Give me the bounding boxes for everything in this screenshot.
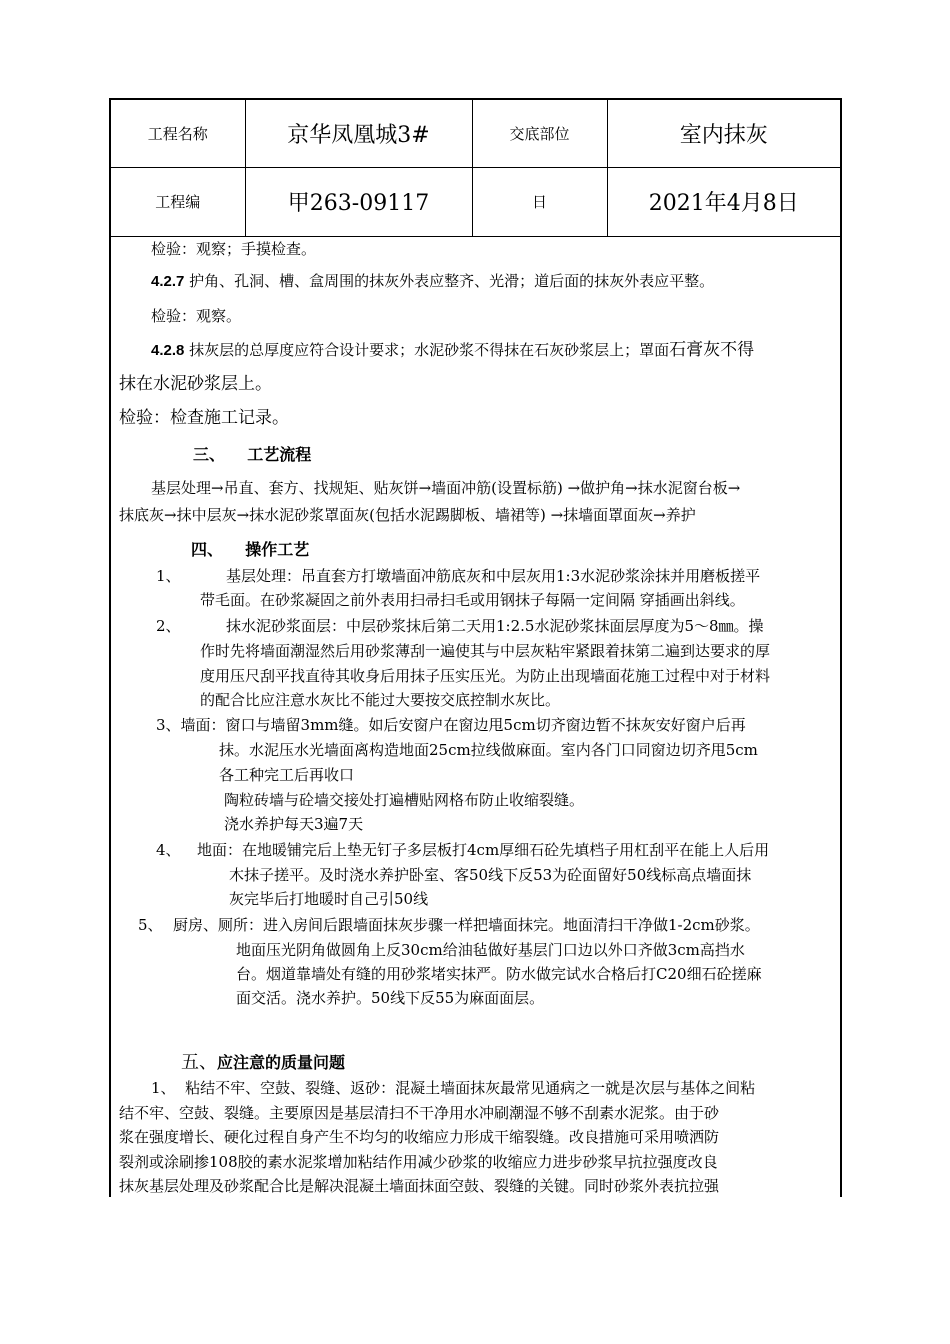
list-item: 台。烟道靠墙处有缝的用砂浆堵实抹严。防水做完试水合格后打C20细石砼搓麻 (236, 965, 762, 983)
document-frame (109, 98, 842, 1197)
list-item: 面交活。浇水养护。50线下反55为麻面面层。 (236, 989, 545, 1007)
date-label: 日 (472, 167, 607, 236)
section-number: 五、 (181, 1052, 217, 1073)
list-item: 浇水养护每天3遍7天 (224, 815, 364, 833)
body-line (151, 340, 754, 361)
paragraph-line: 抹灰基层处理及砂浆配合比是解决混凝土墙面抹面空鼓、裂缝的关键。同时砂浆外表抗拉强 (119, 1177, 720, 1195)
list-number: 1、 (156, 567, 181, 585)
body-line (151, 271, 714, 292)
list-item: 带毛面。在砂浆凝固之前外表用扫帚扫毛或用钢抹子每隔一定间隔 穿插画出斜线。 (200, 591, 745, 609)
list-item: 的配合比应注意水灰比不能过大要按交底控制水灰比。 (200, 691, 561, 709)
body-line: 基层处理→吊直、套方、找规矩、贴灰饼→墙面冲筋(设置标筋) →做护角→抹水泥窗台板→ (151, 479, 741, 497)
list-number: 5、 (138, 916, 163, 934)
project-no-label: 工程编 (111, 167, 245, 236)
list-item: 3、墙面：窗口与墙留3mm缝。如后安窗户在窗边甩5cm切齐窗边暂不抹灰安好窗户后再 (156, 716, 746, 734)
section-heading (181, 1053, 345, 1073)
clause-text: 护角、孔洞、槽、盒周围的抹灰外表应整齐、光滑；道后面的抹灰外表应平整。 (189, 272, 715, 290)
list-item: 度用压尺刮平找直待其收身后用抹子压实压光。为防止出现墙面花施工过程中对于材料 (200, 667, 771, 685)
part-label: 交底部位 (472, 100, 607, 167)
project-name-value: 京华凤凰城3# (245, 100, 472, 167)
clause-number: 4.2.7 (151, 273, 185, 290)
body-line: 抹底灰→抹中层灰→抹水泥砂浆罩面灰(包括水泥踢脚板、墙裙等) →抹墙面罩面灰→养护 (119, 506, 696, 524)
clause-number: 4.2.8 (151, 342, 185, 359)
paragraph-line: 浆在强度增长、硬化过程自身产生不均匀的收缩应力形成干缩裂缝。改良措施可采用喷洒防 (119, 1128, 720, 1146)
list-item: 抹水泥砂浆面层：中层砂浆抹后第二天用1:2.5水泥砂浆抹面层厚度为5～8㎜。操 (226, 617, 764, 635)
project-no-value: 甲263-09117 (245, 167, 472, 236)
list-number: 4、 (156, 841, 181, 859)
paragraph-line: 结不牢、空鼓、裂缝。主要原因是基层清扫不干净用水冲刷潮湿不够不刮素水泥浆。由于砂 (119, 1104, 720, 1122)
body-line: 抹在水泥砂浆层上。 (119, 374, 272, 394)
body-line: 检验：观察；手摸检查。 (151, 240, 317, 258)
part-value: 室内抹灰 (607, 100, 840, 167)
clause-text: 抹灰层的总厚度应符合设计要求；水泥砂浆不得抹在石灰砂浆层上；罩面 (189, 341, 670, 359)
list-item: 抹。水泥压水光墙面离构造地面25cm拉线做麻面。室内各门口同窗边切齐甩5cm (219, 741, 758, 759)
clause-text: 石膏灰不得 (669, 340, 755, 360)
body-line: 检验：检查施工记录。 (119, 408, 289, 428)
list-item: 厨房、厕所：进入房间后跟墙面抹灰步骤一样把墙面抹完。地面清扫干净做1-2cm砂浆。 (173, 916, 760, 934)
list-item: 灰完毕后打地暖时自己引50线 (229, 890, 429, 908)
list-number: 2、 (156, 617, 181, 635)
section-heading: 四、 操作工艺 (191, 540, 310, 559)
list-item: 陶粒砖墙与砼墙交接处打遍槽贴网格布防止收缩裂缝。 (224, 791, 585, 809)
list-item: 基层处理：吊直套方打墩墙面冲筋底灰和中层灰用1:3水泥砂浆涂抹并用磨板搓平 (226, 567, 761, 585)
header-table (111, 100, 840, 237)
list-item: 各工种完工后再收口 (219, 766, 355, 784)
date-value: 2021年4月8日 (607, 167, 840, 236)
paragraph-line: 1、 粘结不牢、空鼓、裂缝、返砂：混凝土墙面抹灰最常见通病之一就是次层与基体之间粘 (151, 1079, 756, 1097)
project-name-label: 工程名称 (111, 100, 245, 167)
body-line: 检验：观察。 (151, 307, 242, 325)
section-heading: 三、 工艺流程 (193, 445, 312, 464)
paragraph-line: 裂剂或涂刷掺108胶的素水泥浆增加粘结作用减少砂浆的收缩应力进步砂浆早抗拉强度改良 (119, 1153, 718, 1171)
list-item: 地面压光阴角做圆角上反30cm给油毡做好基层门口边以外口齐做3cm高挡水 (236, 941, 745, 959)
list-item: 地面：在地暖铺完后上垫无钉子多层板打4cm厚细石砼先填档子用杠刮平在能上人后用 (197, 841, 770, 859)
section-title: 应注意的质量问题 (217, 1053, 346, 1072)
list-item: 作时先将墙面潮湿然后用砂浆薄刮一遍使其与中层灰粘牢紧跟着抹第二遍到达要求的厚 (200, 642, 771, 660)
list-item: 木抹子搓平。及时浇水养护卧室、客50线下反53为砼面留好50线标高点墙面抹 (229, 866, 752, 884)
